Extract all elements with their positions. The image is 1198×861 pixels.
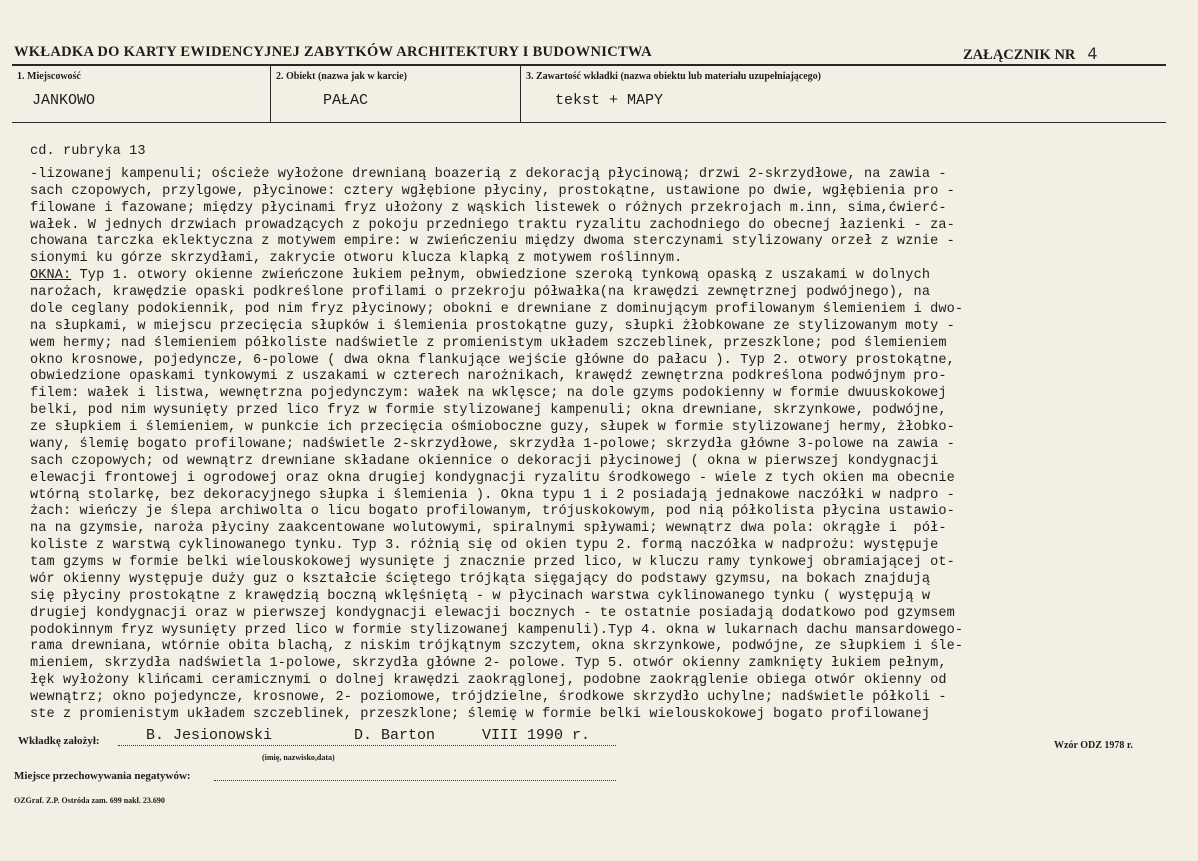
text-line: rama drewniana, wtórnie obita blachą, z niskim trójkątnym szczytem, okna skrzynkowe, podwójne, ze słupkiem i śle-: [30, 639, 964, 655]
object-label: 2. Obiekt (nazwa jak w karcie): [276, 71, 407, 82]
text-line: wałek. W jednych drzwiach prowadzących z pokoju przedniego traktu ryzalitu zachodniego do obecnej łazienki - za-: [30, 217, 955, 233]
text-line: wtórną stolarkę, bez dekoracyjnego słupka i ślemienia ). Okna typu 1 i 2 posiadają jednakowe naczółki w nadpro -: [30, 487, 955, 503]
prepared-label: Wkładkę założył:: [18, 735, 100, 747]
text-line: sionymi ku górze skrzydłami, zakrycie otworu klucza klapką z motywem roślinnym.: [30, 251, 683, 267]
text-line: sach czopowych; od wewnątrz drewniane składane okiennice o dekoracji płycinowej ( okna w pierwszej kondygnacji: [30, 453, 939, 469]
text-line: wem hermy; nad ślemieniem półkoliste nadświetle z promienistym układem szczeblinek, przeszklone; pod ślemieniem: [30, 335, 947, 351]
text-line: koliste z warstwą cyklinowanego tynku. Typ 3. różnią się od okien typu 2. formą naczółka w nadprożu: występuje: [30, 538, 939, 554]
text-line: chowana tarczka eklektyczna z motywem empire: w zwieńczeniu między dwoma sterczynami stylizowany orzeł z wznie -: [30, 234, 955, 250]
card-title: WKŁADKA DO KARTY EWIDENCYJNEJ ZABYTKÓW ARCHITEKTURY I BUDOWNICTWA: [14, 44, 652, 60]
fields-row: [12, 66, 1166, 123]
text-line: obwiedzione opaskami tynkowymi z uszakami w czterech narożnikach, krawędź zewnętrzna podkreślona podwójnym pro-: [30, 369, 947, 385]
text-line: żach: wieńczy je ślepa archiwolta o licu bogato profilowanym, trójuskokowym, pod nią półkolista płycina ustawio-: [30, 504, 955, 520]
text-line: wany, ślemię bogato profilowane; nadświetle 2-skrzydłowe, skrzydła 1-polowe; skrzydła główne 3-polowe na zawia -: [30, 436, 955, 452]
text-line: tam gzyms w formie belki wielouskokowej wysunięte j znacznie przed lico, w kluczu ramy tynkowej obramiającej ot-: [30, 555, 955, 570]
text-line: ze słupkiem i ślemieniem, w punkcie ich przecięcia ośmioboczne guzy, słupek w formie stylizowanej hermy, żłobko-: [30, 420, 955, 435]
negatives-dotted-line: [214, 780, 616, 781]
text-line: -lizowanej kampenuli; ościeże wyłożone drewnianą boazerią z dekoracją płycinową; drzwi 2-skrzydłowe, na zawia -: [30, 166, 947, 182]
text-line: łęk wyłożony klińcami ceramicznymi o dolnej krawędzi zaokrąglonej, podobne zaokrąglenie obiega otwór okienny od: [30, 673, 947, 689]
content-label: 3. Zawartość wkładki (nazwa obiektu lub materiału uzupełniającego): [526, 71, 822, 82]
text-line: sach czopowych, przylgowe, płycinowe: cztery wgłębione płyciny, prostokątne, ustawione po dwie, wgłębienia pro -: [30, 183, 955, 199]
prepared-dotted-line: [118, 745, 616, 746]
text-line: na słupkami, w miejscu przecięcia słupków i ślemienia prostokątne guzy, słupki żłobkowane ze stylizowanym moty -: [30, 318, 955, 334]
content-value: tekst + MAPY: [555, 92, 664, 109]
form-code: Wzór ODZ 1978 r.: [1054, 740, 1133, 751]
author-name: B. Jesionowski: [146, 727, 273, 744]
locality-value: JANKOWO: [32, 92, 96, 109]
section-heading: cd. rubryka 13: [30, 144, 146, 159]
okna-label: OKNA:: [30, 268, 72, 284]
annex-number: 4: [1087, 44, 1098, 63]
annex-label: [963, 44, 1098, 64]
locality-label: 1. Miejscowość: [17, 71, 81, 82]
text-line: [30, 268, 1170, 285]
text-line: podokinnym fryz wysunięty przed lico w formie stylizowanej kampenuli).Typ 4. okna w lukarnach dachu mansardowego-: [30, 622, 964, 638]
annex-label-text: ZAŁĄCZNIK NR: [963, 47, 1076, 63]
text-line: dole ceglany podokiennik, pod nim fryz płycinowy; obokni e drewniane z dominującym profilowanym ślemieniem i dwo-: [30, 301, 964, 317]
text-line: filem: wałek i listwa, wewnętrzna pojedynczym: wałek na wklęsce; na dole gzyms podokienny w formie dwuuskokowej: [30, 386, 947, 402]
text-line: mieniem, skrzydła nadświetla 1-polowe, skrzydła główne 2- polowe. Typ 5. otwór okienny zamknięty łukiem pełnym,: [30, 656, 947, 672]
text-line: narożach, krawędzie opaski podkreślone profilami o przekroju półwałka(na krawędzi zewnętrznej podwójnego), na: [30, 285, 931, 300]
description-text: [30, 144, 1170, 724]
author-name: D. Barton: [354, 727, 436, 744]
text-line: drugiej kondygnacji oraz w pierwszej kondygnacji elewacji bocznych - te ostatnie posiadają dodatkowo pod gzymsem: [30, 605, 955, 621]
text-line: wór okienny występuje duży guz o kształcie ściętego trójkąta sięgający do podstawy gzymsu, na bokach znajdują: [30, 571, 931, 587]
text-line: elewacji frontowej i ogrodowej oraz okna drugiej kondygnacji ryzalitu środkowego - wiele z tych okien ma obecnie: [30, 470, 955, 486]
negatives-label: Miejsce przechowywania negatywów:: [14, 770, 191, 782]
okna-first-line: Typ 1. otwory okienne zwieńczone łukiem pełnym, obwiedzione szeroką tynkową opaską z uszakami w dolnych: [71, 268, 931, 284]
text-line: się płyciny prostokątne z krawędzią boczną wklęśniętą - w płycinach warstwa cyklinowanego tynku ( występują w: [30, 588, 931, 604]
text-line: filowane i fazowane; między płycinami fryz ułożony z wąskich listewek o różnych przekrojach m.inn, sima,ćwierć-: [30, 200, 947, 216]
text-line: ste z promienistym układem szczeblinek, przeszklone; ślemię w formie belki wielouskokowej bogato profilowanej: [30, 706, 931, 722]
text-line: na na gzymsie, naroża płyciny zaakcentowane wolutowymi, spiralnymi spływami; wewnątrz dwa pola: okrągłe i pół-: [30, 521, 947, 537]
prepared-caption: (imię, nazwisko,data): [262, 753, 335, 762]
content-cell: [520, 66, 1167, 122]
text-line: belki, pod nim wysunięty przed lico fryz w formie stylizowanej kampenuli; okna drewniane, skrzynkowe, podwójne,: [30, 403, 947, 419]
text-line: okno krosnowe, pojedyncze, 6-polowe ( dwa okna flankujące wejście główne do pałacu ). Typ 2. otwory prostokątne,: [30, 352, 955, 368]
print-info: OZGraf. Z.P. Ostróda zam. 699 nakł. 23.690: [14, 796, 165, 805]
object-cell: [270, 66, 521, 122]
locality-cell: [12, 66, 270, 122]
prepared-date: VIII 1990 r.: [482, 727, 591, 744]
object-value: PAŁAC: [323, 92, 369, 109]
text-line: wewnątrz; okno pojedyncze, krosnowe, 2- poziomowe, trójdzielne, środkowe skrzydło uchylne; nadświetle półkoli -: [30, 690, 947, 705]
